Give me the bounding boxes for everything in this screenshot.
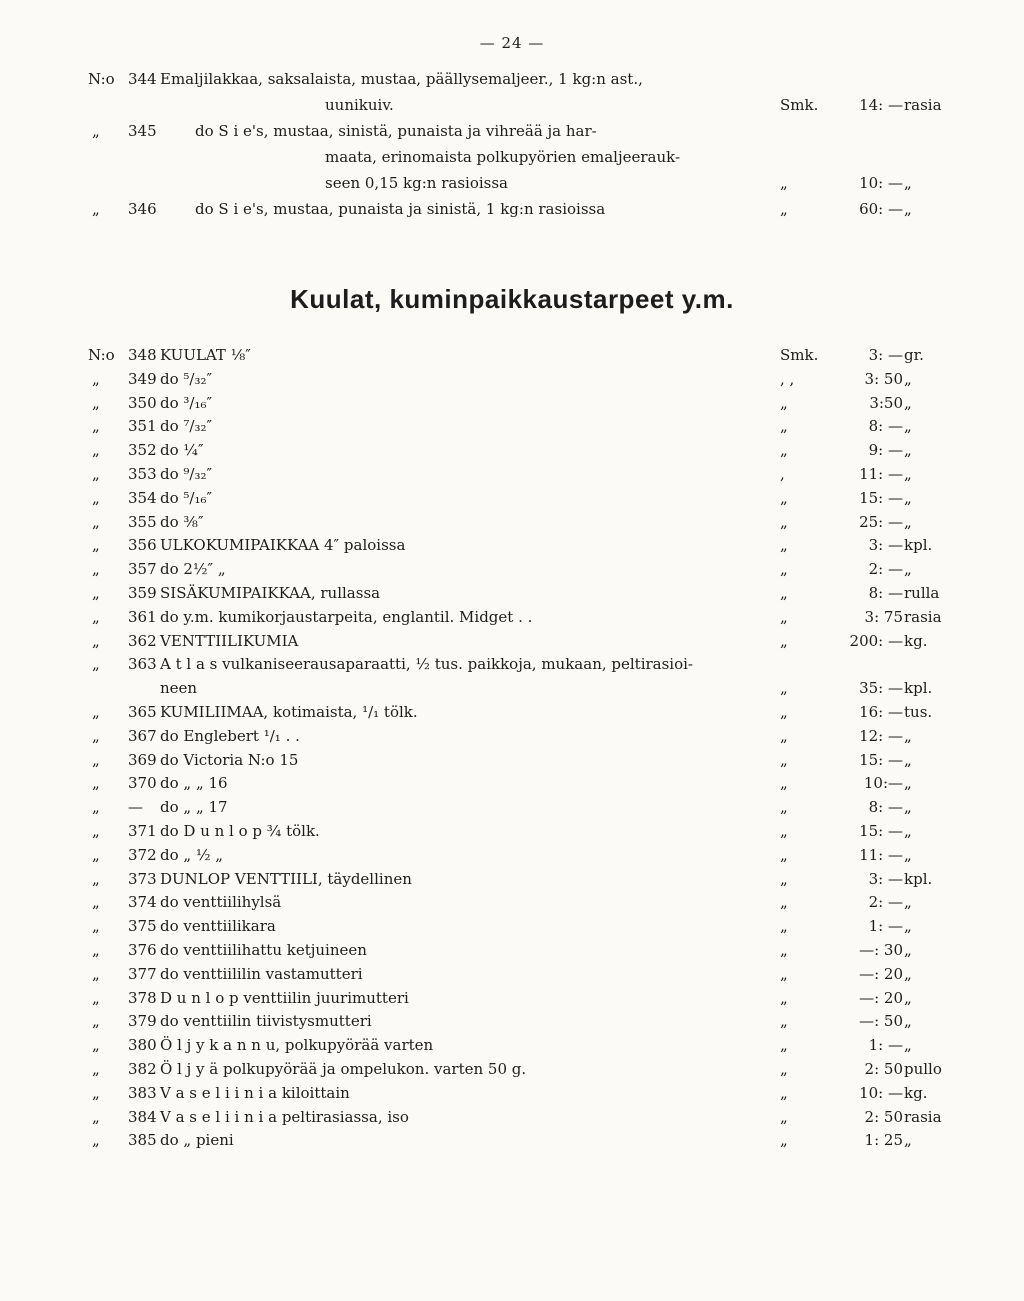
row-price: 25: — bbox=[859, 512, 903, 531]
row-number: 380 bbox=[128, 1036, 157, 1055]
row-prefix: „ bbox=[92, 964, 100, 983]
row-number: 367 bbox=[128, 726, 157, 745]
price-row bbox=[0, 1010, 1024, 1032]
entry-prefix: N:o bbox=[88, 70, 115, 88]
price-row bbox=[0, 939, 1024, 961]
row-price: 1: — bbox=[868, 1036, 903, 1055]
entry-quantity-unit: „ bbox=[904, 174, 912, 192]
row-price: 8: — bbox=[868, 798, 903, 817]
row-prefix: „ bbox=[92, 750, 100, 769]
row-description: V a s e l i i n i a kiloittain bbox=[160, 1083, 350, 1102]
row-prefix: „ bbox=[92, 917, 100, 936]
price-row bbox=[0, 392, 1024, 414]
row-description: do ⁹/₃₂″ bbox=[160, 465, 213, 483]
row-prefix: „ bbox=[92, 560, 100, 579]
row-price: 2: 50 bbox=[864, 1107, 903, 1126]
row-number: 376 bbox=[128, 941, 157, 959]
row-price: 35: — bbox=[859, 679, 903, 698]
row-price: 11: — bbox=[859, 845, 903, 864]
row-prefix: „ bbox=[92, 1131, 100, 1150]
row-number: 357 bbox=[128, 560, 157, 579]
row-price: 3: — bbox=[868, 869, 903, 888]
price-row bbox=[0, 487, 1024, 509]
row-unit: „ bbox=[780, 822, 788, 840]
row-price: 1: — bbox=[868, 917, 903, 936]
row-description: do Englebert ¹/₁ . . bbox=[160, 726, 300, 745]
row-quantity-unit: „ bbox=[904, 1012, 912, 1031]
row-price: 15: — bbox=[859, 750, 903, 769]
row-prefix: „ bbox=[92, 536, 100, 555]
price-row bbox=[0, 749, 1024, 771]
row-description: do ¼″ bbox=[160, 441, 204, 460]
row-description: do venttiilihattu ketjuineen bbox=[160, 941, 367, 959]
row-prefix: „ bbox=[92, 607, 100, 626]
row-quantity-unit: „ bbox=[904, 822, 912, 840]
row-unit: „ bbox=[780, 917, 788, 936]
row-number: 350 bbox=[128, 393, 157, 412]
row-unit: „ bbox=[780, 631, 788, 650]
row-description: do ⁷/₃₂″ bbox=[160, 417, 213, 436]
row-price: —: 20 bbox=[859, 988, 903, 1007]
entry-prefix: „ bbox=[92, 122, 100, 140]
row-unit: „ bbox=[780, 750, 788, 769]
row-prefix: „ bbox=[92, 1036, 100, 1055]
entry-description: do S i e's, mustaa, punaista ja sinistä, 1 kg:n rasioissa bbox=[195, 200, 606, 218]
row-quantity-unit: „ bbox=[904, 512, 912, 531]
row-number: 365 bbox=[128, 703, 157, 721]
row-unit: „ bbox=[780, 536, 788, 555]
row-number: 352 bbox=[128, 441, 157, 460]
row-description: Ö l j y ä polkupyörää ja ompelukon. varten 50 g. bbox=[160, 1060, 527, 1078]
row-number: 378 bbox=[128, 988, 157, 1007]
row-number: 349 bbox=[128, 369, 157, 388]
row-unit: „ bbox=[780, 869, 788, 888]
row-price: 200: — bbox=[849, 631, 903, 650]
row-quantity-unit: „ bbox=[904, 917, 912, 936]
row-number: 371 bbox=[128, 822, 157, 840]
row-quantity-unit: kpl. bbox=[904, 536, 933, 555]
entry-price: 14: — bbox=[859, 96, 903, 114]
row-prefix: „ bbox=[92, 631, 100, 650]
row-description: SISÄKUMIPAIKKAA, rullassa bbox=[160, 584, 381, 602]
row-number: 359 bbox=[128, 584, 157, 602]
price-row bbox=[0, 463, 1024, 485]
row-unit: „ bbox=[780, 1131, 788, 1150]
row-prefix: „ bbox=[92, 488, 100, 507]
row-unit: , bbox=[780, 465, 785, 483]
row-number: 362 bbox=[128, 631, 157, 650]
price-row bbox=[0, 987, 1024, 1009]
row-number: 374 bbox=[128, 893, 157, 912]
price-row bbox=[0, 1106, 1024, 1128]
row-description: ULKOKUMIPAIKKAA 4″ paloissa bbox=[160, 536, 406, 555]
entry-quantity-unit: „ bbox=[904, 200, 912, 218]
row-unit: „ bbox=[780, 845, 788, 864]
price-row bbox=[0, 963, 1024, 985]
price-row bbox=[0, 891, 1024, 913]
row-description: DUNLOP VENTTIILI, täydellinen bbox=[160, 869, 412, 888]
entry-number: 346 bbox=[128, 200, 157, 218]
row-description: do 2½″ „ bbox=[160, 560, 226, 579]
row-quantity-unit: „ bbox=[904, 964, 912, 983]
row-prefix: „ bbox=[92, 703, 100, 721]
entry-prefix: „ bbox=[92, 200, 100, 218]
page-number: — 24 — bbox=[479, 34, 545, 52]
row-number: 373 bbox=[128, 869, 157, 888]
row-number: 356 bbox=[128, 536, 157, 555]
row-unit: „ bbox=[780, 417, 788, 436]
row-quantity-unit: „ bbox=[904, 988, 912, 1007]
row-prefix: „ bbox=[92, 369, 100, 388]
row-price: 3: — bbox=[868, 346, 903, 364]
price-row bbox=[0, 725, 1024, 747]
row-price: 11: — bbox=[859, 465, 903, 483]
entry-description: uunikuiv. bbox=[325, 96, 394, 114]
row-quantity-unit: kg. bbox=[904, 631, 928, 650]
row-description: do venttiilin tiivistysmutteri bbox=[160, 1012, 372, 1031]
price-row bbox=[0, 1129, 1024, 1151]
row-quantity-unit: gr. bbox=[904, 346, 924, 364]
row-number: 383 bbox=[128, 1083, 157, 1102]
row-description: Ö l j y k a n n u, polkupyörää varten bbox=[160, 1036, 434, 1055]
entry-description: Emaljilakkaa, saksalaista, mustaa, päällysemaljeer., 1 kg:n ast., bbox=[160, 70, 643, 88]
row-price: 2: — bbox=[868, 560, 903, 579]
row-quantity-unit: „ bbox=[904, 560, 912, 579]
row-quantity-unit: „ bbox=[904, 726, 912, 745]
row-prefix: „ bbox=[92, 1107, 100, 1126]
row-price: —: 50 bbox=[859, 1012, 903, 1031]
row-number: 370 bbox=[128, 774, 157, 793]
price-row bbox=[0, 1082, 1024, 1104]
row-description: do „ pieni bbox=[160, 1131, 234, 1150]
entry-line bbox=[0, 198, 1024, 220]
row-unit: „ bbox=[780, 607, 788, 626]
row-prefix: „ bbox=[92, 441, 100, 460]
row-number: 361 bbox=[128, 607, 157, 626]
price-row bbox=[0, 368, 1024, 390]
row-unit: „ bbox=[780, 1036, 788, 1055]
row-description: do ⁵/₁₆″ bbox=[160, 488, 213, 507]
price-row bbox=[0, 1058, 1024, 1080]
row-prefix: „ bbox=[92, 512, 100, 531]
row-unit: „ bbox=[780, 1060, 788, 1078]
row-quantity-unit: kpl. bbox=[904, 679, 933, 698]
row-price: 12: — bbox=[859, 726, 903, 745]
price-row bbox=[0, 534, 1024, 556]
row-unit: „ bbox=[780, 679, 788, 698]
row-unit: „ bbox=[780, 560, 788, 579]
price-row bbox=[0, 344, 1024, 366]
entry-number: 345 bbox=[128, 122, 157, 140]
row-description: do ⅜″ bbox=[160, 512, 204, 531]
price-row bbox=[0, 820, 1024, 842]
entry-line bbox=[0, 146, 1024, 168]
row-price: 3:50 bbox=[869, 393, 903, 412]
entry-line bbox=[0, 94, 1024, 116]
entry-number: 344 bbox=[128, 70, 157, 88]
row-prefix: „ bbox=[92, 465, 100, 483]
row-description: do ⁵/₃₂″ bbox=[160, 369, 213, 388]
row-quantity-unit: kg. bbox=[904, 1083, 928, 1102]
row-price: 2: — bbox=[868, 893, 903, 912]
row-price: 2: 50 bbox=[864, 1060, 903, 1078]
row-prefix: „ bbox=[92, 393, 100, 412]
price-row bbox=[0, 701, 1024, 723]
entry-line bbox=[0, 120, 1024, 142]
row-prefix: „ bbox=[92, 893, 100, 912]
row-quantity-unit: „ bbox=[904, 465, 912, 483]
row-unit: „ bbox=[780, 774, 788, 793]
row-prefix: „ bbox=[92, 655, 100, 674]
row-quantity-unit: „ bbox=[904, 488, 912, 507]
row-prefix: „ bbox=[92, 584, 100, 602]
row-prefix: N:o bbox=[88, 346, 115, 364]
price-row bbox=[0, 772, 1024, 794]
row-description: VENTTIILIKUMIA bbox=[160, 631, 299, 650]
price-row bbox=[0, 582, 1024, 604]
row-quantity-unit: „ bbox=[904, 1036, 912, 1055]
row-number: 351 bbox=[128, 417, 157, 436]
row-unit: „ bbox=[780, 584, 788, 602]
price-row bbox=[0, 606, 1024, 628]
row-price: 3: — bbox=[868, 536, 903, 555]
price-row bbox=[0, 558, 1024, 580]
row-quantity-unit: „ bbox=[904, 774, 912, 793]
entry-line bbox=[0, 172, 1024, 194]
price-row bbox=[0, 796, 1024, 818]
row-prefix: „ bbox=[92, 774, 100, 793]
price-row bbox=[0, 844, 1024, 866]
entry-price: 60: — bbox=[859, 200, 903, 218]
row-number: 353 bbox=[128, 465, 157, 483]
price-row bbox=[0, 653, 1024, 675]
row-unit: „ bbox=[780, 393, 788, 412]
row-price: 9: — bbox=[868, 441, 903, 460]
row-unit: „ bbox=[780, 798, 788, 817]
entry-description: do S i e's, mustaa, sinistä, punaista ja vihreää ja har- bbox=[195, 122, 597, 140]
row-description: do D u n l o p ¾ tölk. bbox=[160, 822, 320, 840]
entry-description: maata, erinomaista polkupyörien emaljeerauk- bbox=[325, 148, 681, 166]
row-price: 15: — bbox=[859, 822, 903, 840]
row-quantity-unit: „ bbox=[904, 893, 912, 912]
row-quantity-unit: „ bbox=[904, 941, 912, 959]
row-description: V a s e l i i n i a peltirasiassa, iso bbox=[160, 1107, 409, 1126]
row-description: do Victoria N:o 15 bbox=[160, 750, 299, 769]
row-prefix: „ bbox=[92, 845, 100, 864]
row-price: 3: 50 bbox=[864, 369, 903, 388]
price-row bbox=[0, 868, 1024, 890]
row-prefix: „ bbox=[92, 1060, 100, 1078]
row-number: — bbox=[128, 798, 143, 817]
row-quantity-unit: rasia bbox=[904, 1107, 942, 1126]
price-row bbox=[0, 511, 1024, 533]
price-row bbox=[0, 630, 1024, 652]
row-description: KUMILIIMAA, kotimaista, ¹/₁ tölk. bbox=[160, 703, 418, 721]
row-quantity-unit: pullo bbox=[904, 1060, 942, 1078]
row-quantity-unit: kpl. bbox=[904, 869, 933, 888]
row-unit: „ bbox=[780, 1012, 788, 1031]
section-title: Kuulat, kuminpaikkaustarpeet y.m. bbox=[290, 284, 734, 314]
row-price: 16: — bbox=[859, 703, 903, 721]
row-unit: „ bbox=[780, 1107, 788, 1126]
row-quantity-unit: „ bbox=[904, 750, 912, 769]
row-quantity-unit: „ bbox=[904, 845, 912, 864]
row-price: 10: — bbox=[859, 1083, 903, 1102]
row-number: 363 bbox=[128, 655, 157, 674]
row-number: 384 bbox=[128, 1107, 157, 1126]
row-quantity-unit: „ bbox=[904, 441, 912, 460]
row-unit: „ bbox=[780, 964, 788, 983]
row-price: 8: — bbox=[868, 584, 903, 602]
row-prefix: „ bbox=[92, 869, 100, 888]
row-unit: „ bbox=[780, 988, 788, 1007]
row-unit: „ bbox=[780, 941, 788, 959]
row-number: 377 bbox=[128, 964, 157, 983]
row-quantity-unit: „ bbox=[904, 369, 912, 388]
row-unit: , , bbox=[780, 369, 795, 388]
row-unit: „ bbox=[780, 512, 788, 531]
row-quantity-unit: tus. bbox=[904, 703, 933, 721]
row-unit: „ bbox=[780, 726, 788, 745]
row-prefix: „ bbox=[92, 417, 100, 436]
row-number: 379 bbox=[128, 1012, 157, 1031]
row-description: D u n l o p venttiilin juurimutteri bbox=[160, 988, 409, 1007]
row-number: 382 bbox=[128, 1060, 157, 1078]
row-description: do venttiililin vastamutteri bbox=[160, 964, 363, 983]
entry-unit: Smk. bbox=[780, 96, 819, 114]
price-row bbox=[0, 1034, 1024, 1056]
row-prefix: „ bbox=[92, 988, 100, 1007]
row-price: 10:— bbox=[863, 774, 903, 793]
row-prefix: „ bbox=[92, 726, 100, 745]
row-description: do „ „ 16 bbox=[160, 774, 228, 793]
row-description: neen bbox=[160, 679, 198, 698]
row-number: 385 bbox=[128, 1131, 157, 1150]
row-description: do venttiilikara bbox=[160, 917, 276, 936]
row-description: do y.m. kumikorjaustarpeita, englantil. Midget . . bbox=[160, 607, 533, 626]
entry-quantity-unit: rasia bbox=[904, 96, 942, 114]
row-prefix: „ bbox=[92, 1083, 100, 1102]
price-row bbox=[0, 677, 1024, 699]
row-unit: „ bbox=[780, 893, 788, 912]
row-price: —: 30 bbox=[859, 941, 903, 959]
row-price: 8: — bbox=[868, 417, 903, 436]
row-description: do venttiilihylsä bbox=[160, 893, 282, 912]
row-number: 375 bbox=[128, 917, 157, 936]
row-number: 348 bbox=[128, 346, 157, 364]
row-description: KUULAT ⅛″ bbox=[160, 346, 251, 364]
row-quantity-unit: „ bbox=[904, 1131, 912, 1150]
row-price: 3: 75 bbox=[864, 607, 903, 626]
row-price: 15: — bbox=[859, 488, 903, 507]
entry-unit: „ bbox=[780, 200, 788, 218]
price-row bbox=[0, 915, 1024, 937]
row-prefix: „ bbox=[92, 798, 100, 817]
row-unit: „ bbox=[780, 441, 788, 460]
row-quantity-unit: rulla bbox=[904, 584, 940, 602]
row-quantity-unit: „ bbox=[904, 798, 912, 817]
row-unit: Smk. bbox=[780, 346, 819, 364]
row-prefix: „ bbox=[92, 1012, 100, 1031]
row-prefix: „ bbox=[92, 822, 100, 840]
entry-description: seen 0,15 kg:n rasioissa bbox=[325, 174, 508, 192]
entry-price: 10: — bbox=[859, 174, 903, 192]
row-description: do „ ½ „ bbox=[160, 845, 224, 864]
row-number: 355 bbox=[128, 512, 157, 531]
row-unit: „ bbox=[780, 1083, 788, 1102]
row-number: 372 bbox=[128, 845, 157, 864]
row-description: A t l a s vulkaniseerausaparaatti, ½ tus. paikkoja, mukaan, peltirasioi- bbox=[160, 655, 693, 674]
row-quantity-unit: „ bbox=[904, 393, 912, 412]
row-number: 354 bbox=[128, 488, 157, 507]
price-row bbox=[0, 415, 1024, 437]
row-unit: „ bbox=[780, 703, 788, 721]
row-prefix: „ bbox=[92, 941, 100, 959]
row-price: —: 20 bbox=[859, 964, 903, 983]
entry-line bbox=[0, 68, 1024, 90]
row-quantity-unit: „ bbox=[904, 417, 912, 436]
row-unit: „ bbox=[780, 488, 788, 507]
price-row bbox=[0, 439, 1024, 461]
row-description: do ³/₁₆″ bbox=[160, 393, 213, 412]
row-number: 369 bbox=[128, 750, 157, 769]
row-price: 1: 25 bbox=[864, 1131, 903, 1150]
row-quantity-unit: rasia bbox=[904, 607, 942, 626]
row-description: do „ „ 17 bbox=[160, 798, 228, 817]
entry-unit: „ bbox=[780, 174, 788, 192]
